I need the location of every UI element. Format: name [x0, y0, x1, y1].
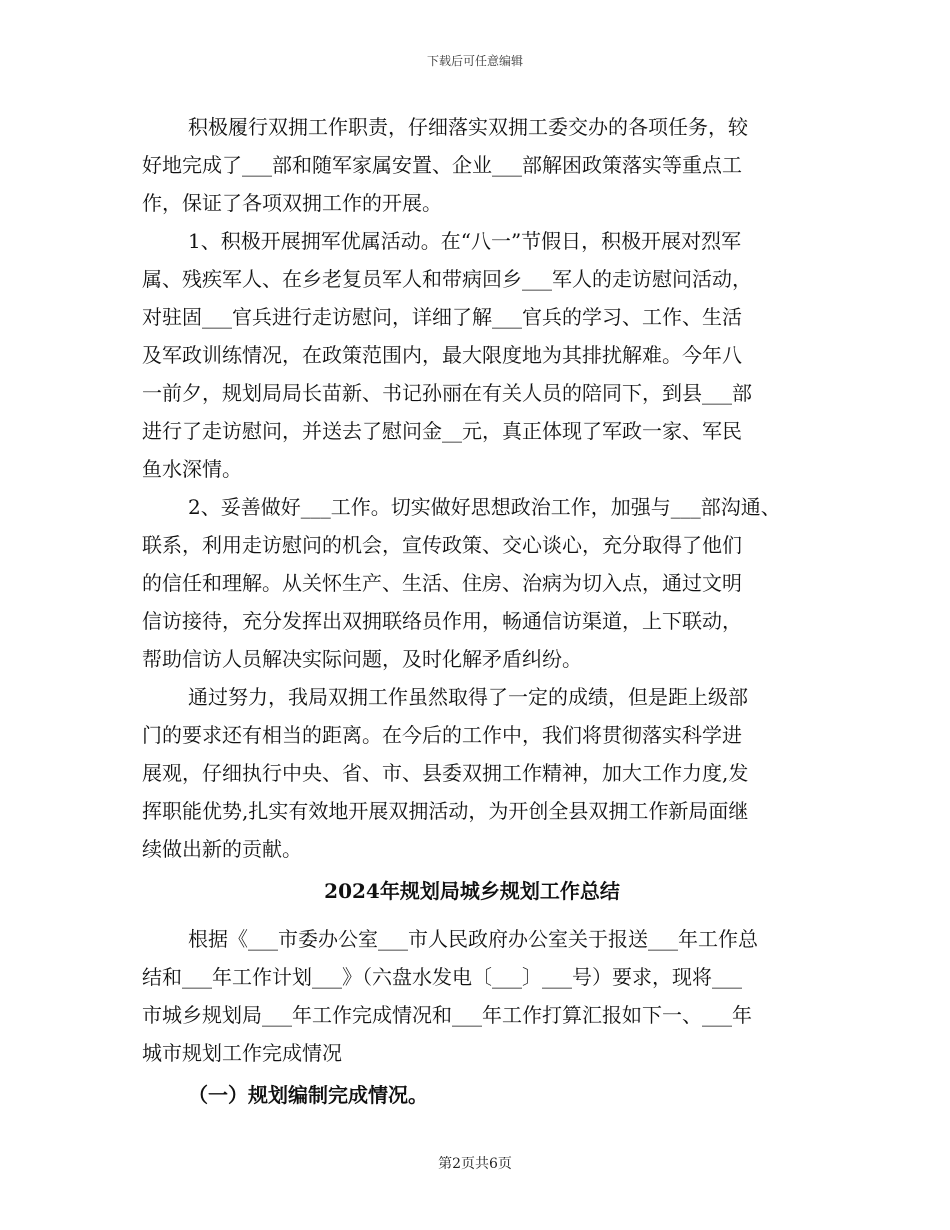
paragraph-line: 联系，利用走访慰问的机会，宣传政策、交心谈心，充分取得了他们: [142, 533, 742, 557]
paragraph-line: 鱼水深情。: [142, 457, 242, 481]
paragraph-line: 及军政训练情况，在政策范围内，最大限度地为其排扰解难。今年八: [142, 343, 742, 367]
paragraph-line: 属、残疾军人、在乡老复员军人和带病回乡___军人的走访慰问活动，: [142, 267, 752, 291]
paragraph-line: 结和___年工作计划___》（六盘水发电〔___〕___号）要求，现将___: [142, 965, 742, 989]
paragraph-line: 的信任和理解。从关怀生产、生活、住房、治病为切入点，通过文明: [142, 571, 742, 595]
page-footer: 第2页共6页: [438, 1156, 512, 1172]
document-title: 2024年规划局城乡规划工作总结: [324, 879, 620, 903]
paragraph-line: 根据《___市委办公室___市人民政府办公室关于报送___年工作总: [188, 927, 758, 951]
paragraph-line: 挥职能优势,扎实有效地开展双拥活动，为开创全县双拥工作新局面继: [142, 799, 749, 823]
paragraph-line: 展观，仔细执行中央、省、市、县委双拥工作精神，加大工作力度,发: [142, 761, 749, 785]
paragraph-line: 积极履行双拥工作职责，仔细落实双拥工委交办的各项任务，较: [188, 115, 748, 139]
paragraph-line: 城市规划工作完成情况: [142, 1041, 342, 1065]
paragraph-line: 好地完成了___部和随军家属安置、企业___部解困政策落实等重点工: [142, 153, 742, 177]
paragraph-line: 市城乡规划局___年工作完成情况和___年工作打算汇报如下一、___年: [142, 1003, 752, 1027]
paragraph-line: 对驻固___官兵进行走访慰问，详细了解___官兵的学习、工作、生活: [142, 305, 742, 329]
section-subheading: （一）规划编制完成情况。: [188, 1083, 428, 1107]
paragraph-line: 进行了走访慰问，并送去了慰问金__元，真正体现了军政一家、军民: [142, 419, 742, 443]
paragraph-line: 通过努力，我局双拥工作虽然取得了一定的成绩，但是距上级部: [188, 685, 748, 709]
paragraph-line: 一前夕，规划局局长苗新、书记孙丽在有关人员的陪同下，到县___部: [142, 381, 752, 405]
page-header: 下载后可任意编辑: [426, 54, 523, 68]
paragraph-line: 1、积极开展拥军优属活动。在“八一”节假日，积极开展对烈军: [188, 229, 742, 253]
paragraph-line: 门的要求还有相当的距离。在今后的工作中，我们将贯彻落实科学进: [142, 723, 742, 747]
paragraph-line: 信访接待，充分发挥出双拥联络员作用，畅通信访渠道，上下联动，: [142, 609, 742, 633]
document-body: [142, 108, 802, 1114]
paragraph-line: 2、妥善做好___工作。切实做好思想政治工作，加强与___部沟通、: [188, 495, 781, 519]
paragraph-line: 续做出新的贡献。: [142, 837, 302, 861]
paragraph-line: 帮助信访人员解决实际问题，及时化解矛盾纠纷。: [142, 647, 582, 671]
paragraph-line: 作，保证了各项双拥工作的开展。: [142, 191, 442, 215]
